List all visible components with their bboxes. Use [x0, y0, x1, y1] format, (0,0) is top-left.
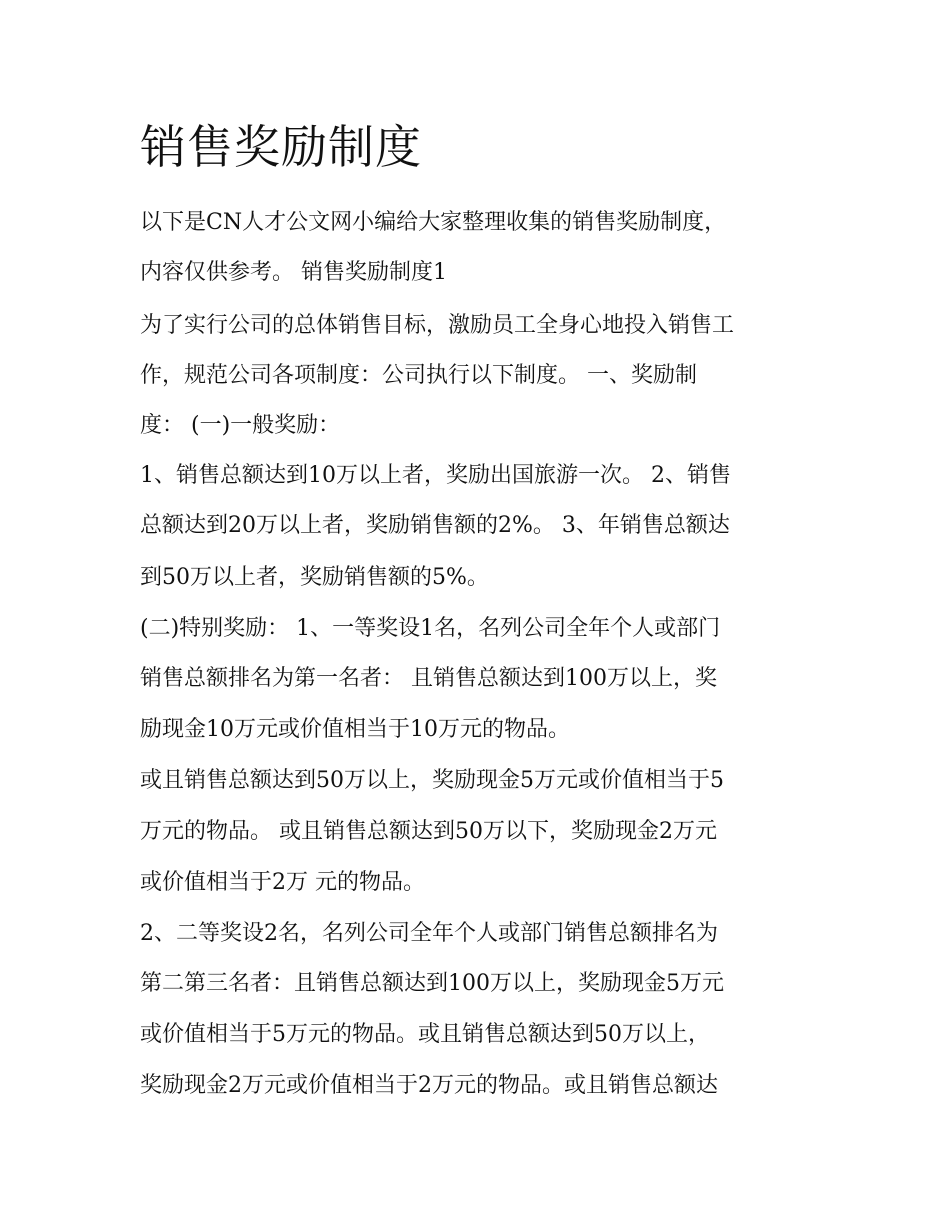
text-line: 或价值相当于2万 元的物品。 — [140, 870, 425, 895]
text-line: 第二第三名者：且销售总额达到100万以上，奖励现金5万元 — [140, 971, 724, 996]
text-line: 度： (一)一般奖励： — [140, 413, 341, 438]
text-line: 总额达到20万以上者，奖励销售额的2%。 3、年销售总额达 — [140, 513, 730, 538]
text-line: 到50万以上者，奖励销售额的5%。 — [140, 565, 489, 590]
text-line: 作，规范公司各项制度：公司执行以下制度。 一、奖励制 — [140, 363, 697, 388]
text-line: 为了实行公司的总体销售目标，激励员工全身心地投入销售工 — [140, 313, 735, 338]
text-line: 或价值相当于5万元的物品。或且销售总额达到50万以上， — [140, 1022, 710, 1047]
text-line: 励现金10万元或价值相当于10万元的物品。 — [140, 717, 570, 742]
text-line: 奖励现金2万元或价值相当于2万元的物品。或且销售总额达 — [140, 1073, 718, 1098]
text-line: 2、二等奖设2名，名列公司全年个人或部门销售总额排名为 — [140, 921, 718, 946]
text-line: 以下是CN人才公文网小编给大家整理收集的销售奖励制度， — [140, 210, 727, 235]
text-line: 1、销售总额达到10万以上者，奖励出国旅游一次。 2、销售 — [140, 463, 731, 488]
document-title: 销售奖励制度 — [140, 120, 422, 174]
text-line: 万元的物品。 或且销售总额达到50万以下，奖励现金2万元 — [140, 819, 717, 844]
text-line: (二)特别奖励： 1、一等奖设1名，名列公司全年个人或部门 — [140, 616, 721, 641]
text-line: 内容仅供参考。 销售奖励制度1 — [140, 260, 447, 285]
text-line: 销售总额排名为第一名者： 且销售总额达到100万以上，奖 — [140, 666, 717, 691]
text-line: 或且销售总额达到50万以上，奖励现金5万元或价值相当于5 — [140, 768, 724, 793]
